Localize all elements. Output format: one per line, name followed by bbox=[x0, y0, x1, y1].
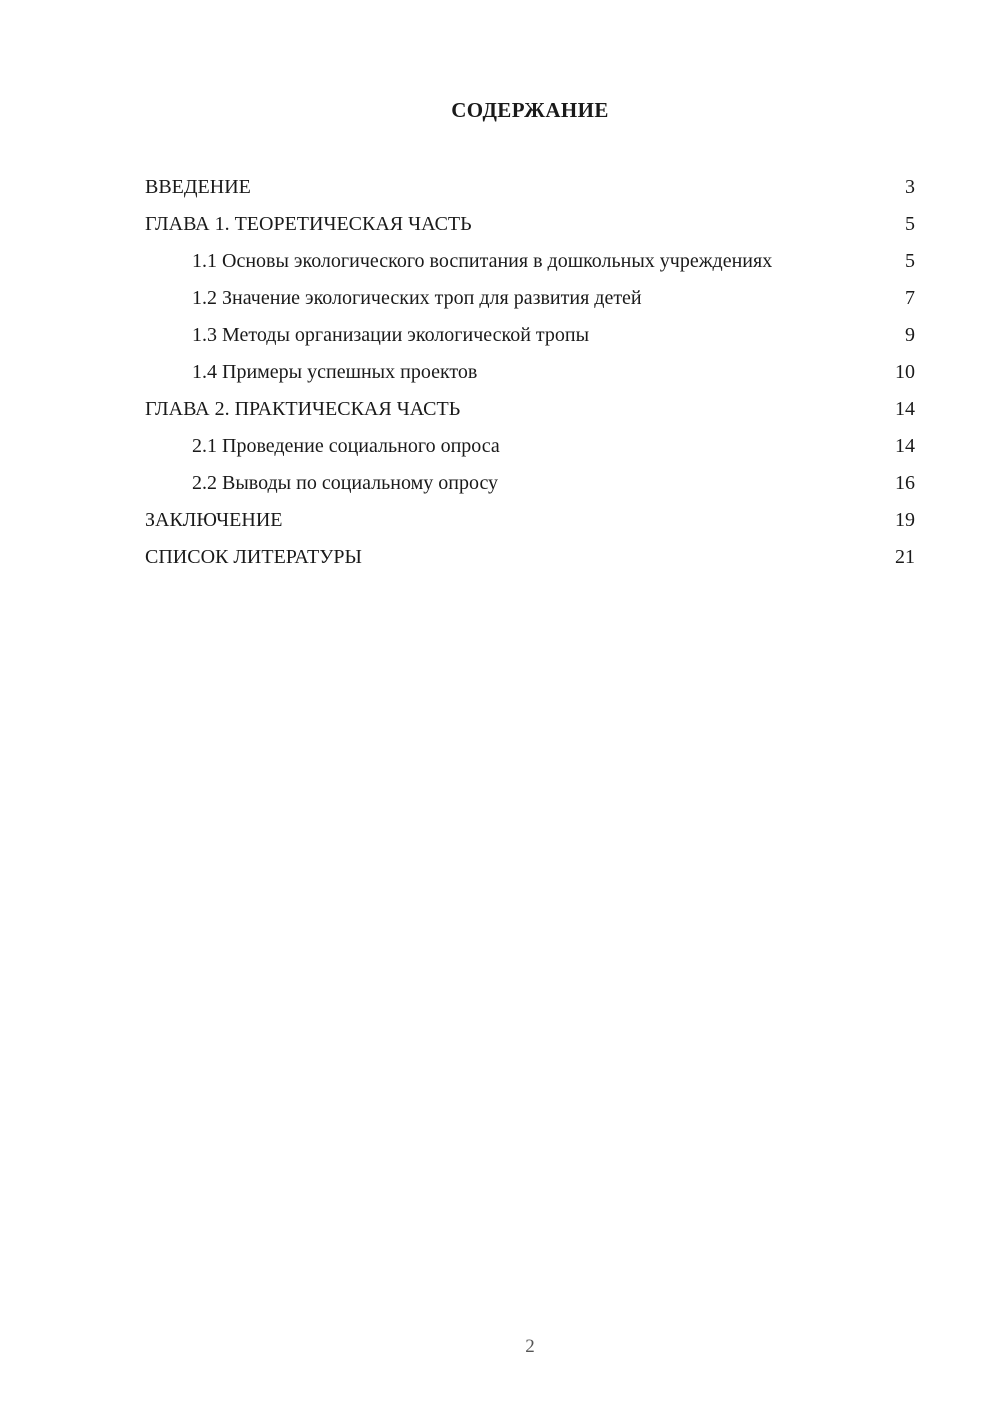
toc-entry bbox=[145, 432, 915, 461]
toc-entry bbox=[145, 210, 915, 239]
toc-entry-page: 7 bbox=[905, 287, 915, 309]
toc-entry bbox=[145, 284, 915, 313]
toc-entry-page: 10 bbox=[895, 361, 915, 383]
toc-entry-label: 2.1 Проведение социального опроса bbox=[192, 435, 500, 457]
toc-entry-label: ГЛАВА 1. ТЕОРЕТИЧЕСКАЯ ЧАСТЬ bbox=[145, 213, 472, 235]
toc-entry-label: ЗАКЛЮЧЕНИЕ bbox=[145, 509, 283, 531]
toc-entry-label: 2.2 Выводы по социальному опросу bbox=[192, 472, 499, 494]
toc-entry bbox=[145, 469, 915, 498]
toc-entry bbox=[145, 543, 915, 572]
toc-entry bbox=[145, 321, 915, 350]
toc-entry-page: 14 bbox=[895, 398, 915, 420]
toc-entry bbox=[145, 173, 915, 202]
page-title: СОДЕРЖАНИЕ bbox=[451, 98, 609, 122]
toc-entry-label: СПИСОК ЛИТЕРАТУРЫ bbox=[145, 546, 362, 568]
toc-entry bbox=[145, 358, 915, 387]
toc-entry-label: 1.4 Примеры успешных проектов bbox=[192, 361, 478, 383]
toc-entry-label: 1.3 Методы организации экологической тропы bbox=[192, 324, 590, 346]
toc-entry-page: 14 bbox=[895, 435, 915, 457]
toc-entry-label: 1.1 Основы экологического воспитания в дошкольных учреждениях bbox=[192, 250, 773, 272]
table-of-contents bbox=[145, 173, 915, 572]
toc-entry-page: 21 bbox=[895, 546, 915, 568]
toc-entry-page: 3 bbox=[905, 176, 915, 198]
toc-entry-label: 1.2 Значение экологических троп для развития детей bbox=[192, 287, 642, 309]
toc-entry-page: 9 bbox=[905, 324, 915, 346]
toc-entry-page: 16 bbox=[895, 472, 915, 494]
toc-entry-page: 19 bbox=[895, 509, 915, 531]
toc-entry-label: ГЛАВА 2. ПРАКТИЧЕСКАЯ ЧАСТЬ bbox=[145, 398, 461, 420]
toc-entry-page: 5 bbox=[905, 250, 915, 272]
toc-entry bbox=[145, 247, 915, 276]
toc-entry-label: ВВЕДЕНИЕ bbox=[145, 176, 251, 198]
toc-entry bbox=[145, 506, 915, 535]
toc-entry bbox=[145, 395, 915, 424]
page-number: 2 bbox=[525, 1336, 535, 1357]
toc-entry-page: 5 bbox=[905, 213, 915, 235]
